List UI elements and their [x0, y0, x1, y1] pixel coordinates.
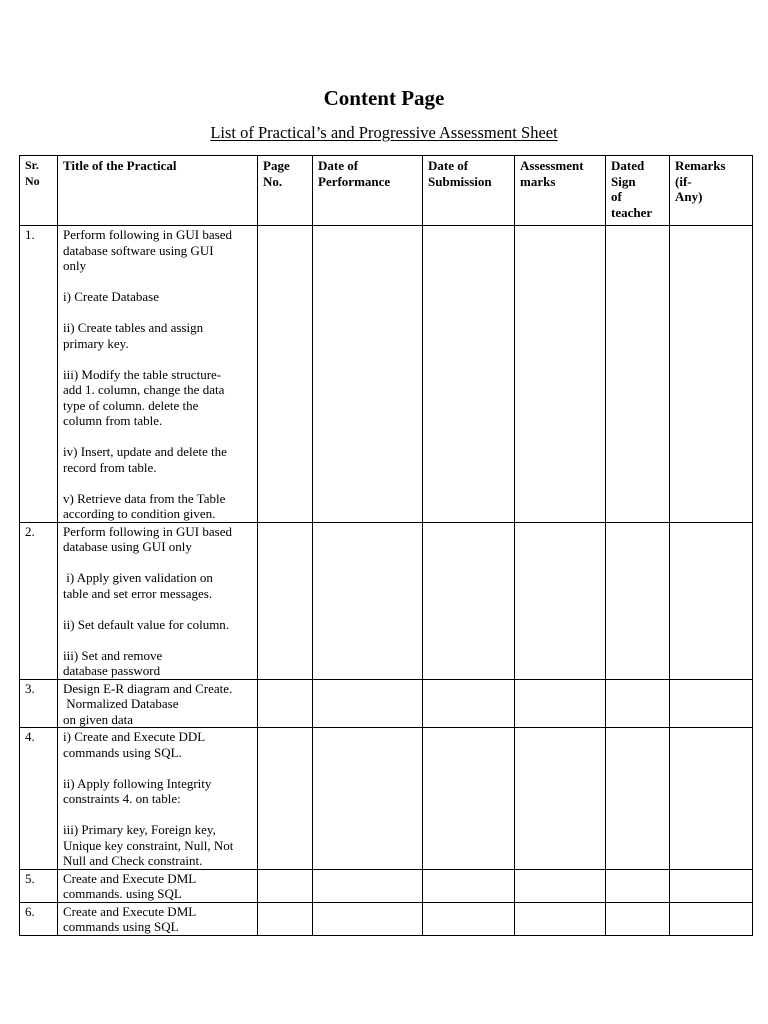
- row-sr-no: 2.: [20, 522, 58, 679]
- assessment-marks-cell: [515, 226, 606, 523]
- table-row: [20, 679, 753, 728]
- title-line: Unique key constraint, Null, Not: [63, 837, 234, 853]
- title-line: i) Create Database: [63, 289, 160, 304]
- date-of-submission-cell: [423, 522, 515, 679]
- dated-sign-cell: [606, 522, 670, 679]
- row-sr-no: 6.: [20, 902, 58, 935]
- header-row: [20, 156, 753, 226]
- dated-sign-cell: [606, 226, 670, 523]
- blank-line: [63, 429, 252, 445]
- date-of-submission-cell: [423, 869, 515, 902]
- row-sr-no: 4.: [20, 728, 58, 870]
- assessment-marks-cell: [515, 679, 606, 728]
- title-line: constraints 4. on table:: [63, 791, 181, 806]
- header-remarks: Remarks (if- Any): [670, 156, 753, 226]
- remarks-cell: [670, 728, 753, 870]
- title-line: table and set error messages.: [63, 585, 213, 601]
- row-practical-title: [58, 226, 258, 523]
- remarks-cell: [670, 869, 753, 902]
- date-of-submission-cell: [423, 226, 515, 523]
- title-line: commands. using SQL: [63, 886, 182, 901]
- title-line: database using GUI only: [63, 539, 192, 554]
- title-line: ii) Create tables and assign: [63, 320, 204, 335]
- title-line: on given data: [63, 711, 134, 727]
- header-page-no: Page No.: [258, 156, 313, 226]
- dated-sign-cell: [606, 869, 670, 902]
- table-row: [20, 869, 753, 902]
- row-practical-title: [58, 728, 258, 870]
- row-sr-no: 3.: [20, 679, 58, 728]
- header-assessment-marks: Assessment marks: [515, 156, 606, 226]
- title-line: Design E-R diagram and Create.: [63, 680, 233, 696]
- blank-line: [63, 351, 252, 367]
- page-no-cell: [258, 679, 313, 728]
- title-line: add 1. column, change the data: [63, 382, 225, 397]
- title-line: iii) Modify the table structure-: [63, 366, 222, 382]
- date-of-submission-cell: [423, 728, 515, 870]
- header-title-of-practical: Title of the Practical: [58, 156, 258, 226]
- title-line: Null and Check constraint.: [63, 853, 203, 868]
- row-practical-title: [58, 679, 258, 728]
- table-row: [20, 226, 753, 523]
- header-dated-sign-of-teacher: Dated Sign of teacher: [606, 156, 670, 226]
- date-of-performance-cell: [313, 902, 423, 935]
- row-sr-no: 1.: [20, 226, 58, 523]
- title-line: v) Retrieve data from the Table: [63, 490, 226, 506]
- page-no-cell: [258, 728, 313, 870]
- page-title: Content Page: [323, 86, 445, 110]
- remarks-cell: [670, 522, 753, 679]
- header-sr-no: Sr. No: [20, 156, 58, 226]
- title-line: Create and Execute DML: [63, 903, 197, 919]
- blank-line: [63, 632, 252, 648]
- table-row: [20, 728, 753, 870]
- row-practical-title: [58, 522, 258, 679]
- blank-line: [63, 305, 252, 321]
- header-date-of-performance: Date of Performance: [313, 156, 423, 226]
- title-line: type of column. delete the: [63, 397, 199, 413]
- row-practical-title: [58, 869, 258, 902]
- title-line: database software using GUI: [63, 242, 214, 258]
- blank-line: [63, 475, 252, 491]
- assessment-marks-cell: [515, 902, 606, 935]
- title-line: column from table.: [63, 413, 163, 428]
- remarks-cell: [670, 902, 753, 935]
- title-line: record from table.: [63, 459, 157, 475]
- blank-line: [63, 760, 252, 776]
- title-line: Create and Execute DML: [63, 870, 197, 886]
- table-row: [20, 522, 753, 679]
- title-line: commands using SQL.: [63, 744, 182, 760]
- page-no-cell: [258, 522, 313, 679]
- title-line: iii) Primary key, Foreign key,: [63, 822, 216, 837]
- title-line: i) Create and Execute DDL: [63, 729, 206, 744]
- header-date-of-submission: Date of Submission: [423, 156, 515, 226]
- title-line: Normalized Database: [63, 696, 179, 711]
- title-line: ii) Set default value for column.: [63, 616, 230, 632]
- remarks-cell: [670, 226, 753, 523]
- dated-sign-cell: [606, 679, 670, 728]
- title-line: only: [63, 258, 87, 273]
- date-of-performance-cell: [313, 522, 423, 679]
- blank-line: [63, 601, 252, 617]
- date-of-performance-cell: [313, 869, 423, 902]
- title-line: iv) Insert, update and delete the: [63, 444, 227, 459]
- blank-line: [63, 274, 252, 290]
- title-line: Perform following in GUI based: [63, 227, 232, 242]
- assessment-marks-cell: [515, 522, 606, 679]
- title-line: ii) Apply following Integrity: [63, 775, 212, 791]
- remarks-cell: [670, 679, 753, 728]
- assessment-table: [19, 155, 753, 936]
- table-row: [20, 902, 753, 935]
- assessment-marks-cell: [515, 728, 606, 870]
- row-practical-title: [58, 902, 258, 935]
- dated-sign-cell: [606, 902, 670, 935]
- date-of-performance-cell: [313, 679, 423, 728]
- date-of-submission-cell: [423, 679, 515, 728]
- title-line: primary key.: [63, 335, 129, 351]
- date-of-performance-cell: [313, 728, 423, 870]
- date-of-submission-cell: [423, 902, 515, 935]
- blank-line: [63, 807, 252, 823]
- title-line: iii) Set and remove: [63, 647, 163, 663]
- row-sr-no: 5.: [20, 869, 58, 902]
- title-line: Perform following in GUI based: [63, 523, 232, 539]
- title-line: commands using SQL: [63, 919, 179, 934]
- title-line: i) Apply given validation on: [63, 570, 213, 585]
- assessment-marks-cell: [515, 869, 606, 902]
- title-line: database password: [63, 663, 161, 678]
- page-subtitle: List of Practical’s and Progressive Assessment Sheet: [210, 123, 558, 142]
- title-line: according to condition given.: [63, 506, 216, 521]
- blank-line: [63, 555, 252, 571]
- page-no-cell: [258, 869, 313, 902]
- dated-sign-cell: [606, 728, 670, 870]
- date-of-performance-cell: [313, 226, 423, 523]
- page-no-cell: [258, 902, 313, 935]
- page-no-cell: [258, 226, 313, 523]
